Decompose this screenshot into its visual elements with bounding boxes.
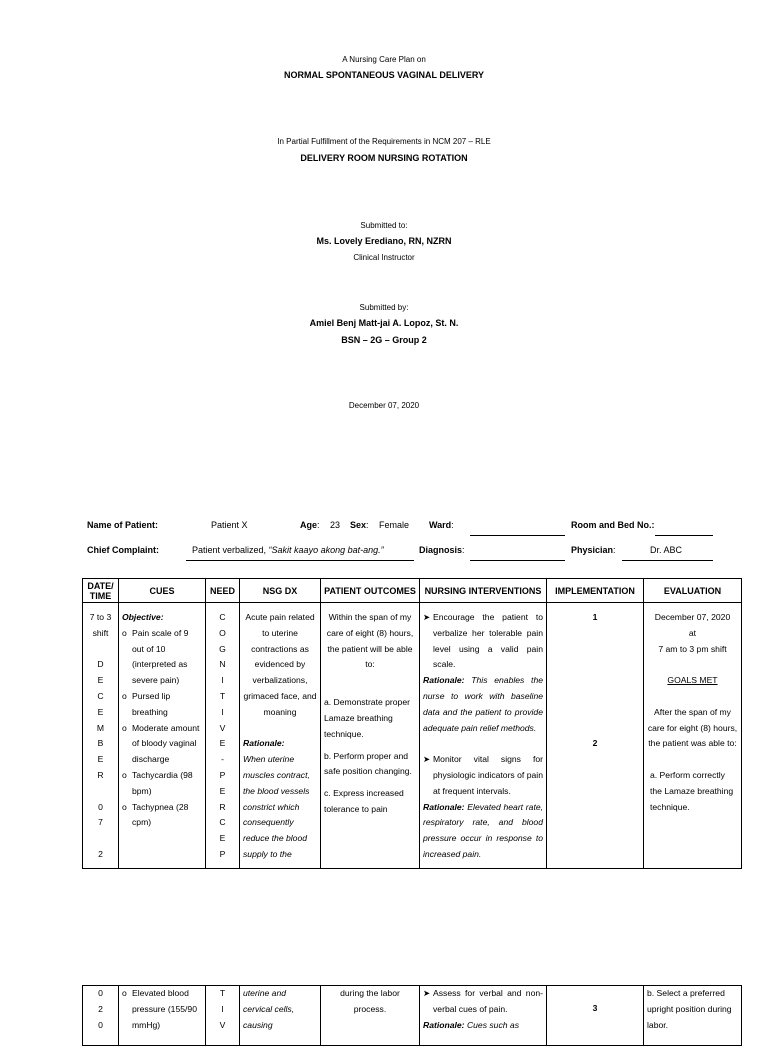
need-cell	[206, 986, 240, 1046]
need-letter: V	[219, 1019, 226, 1030]
implementation-cell	[547, 603, 644, 869]
date-letter: 0	[98, 1019, 103, 1030]
instructor-name: Ms. Lovely Erediano, RN, NZRN	[316, 236, 452, 246]
chief-complaint-value: Patient verbalized, “Sakit kaayo akong bat-ang.”	[192, 545, 384, 555]
evaluation-date: December 07, 2020	[654, 612, 731, 622]
nursing-diagnosis: Acute pain related to uterine contractions as evidenced by verbalizations, grimaced face, and moaning	[243, 612, 317, 717]
chief-complaint-label: Chief Complaint:	[87, 545, 159, 555]
age-value: 23	[330, 520, 341, 530]
date-letter: E	[97, 706, 104, 717]
student-section: BSN – 2G – Group 2	[341, 335, 427, 345]
physician-underline	[622, 560, 713, 561]
need-letter: C	[219, 612, 226, 622]
evaluation-item: a. Perform correctly the Lamaze breathing technique.	[650, 769, 734, 812]
evaluation-cell: b. Select a preferred upright position during labor.	[644, 986, 742, 1046]
submission-date: December 07, 2020	[348, 401, 420, 410]
table-header-row	[83, 579, 742, 603]
ward-field: Ward:	[429, 520, 454, 530]
patient-name-value: Patient X	[211, 520, 248, 530]
list-item: o Moderate amount of bloody vaginal discharge	[122, 722, 200, 765]
need-letter: V	[219, 722, 226, 733]
implementation-number: 3	[592, 1003, 598, 1013]
date-letter: 2	[98, 1003, 103, 1014]
need-letter: P	[219, 769, 226, 780]
header-evaluation: EVALUATION	[644, 579, 742, 603]
intervention-rationale: Rationale: This enables the nurse to work with baseline data and the patient to provide adequate pain relief methods.	[423, 675, 544, 733]
list-item: o Pursed lip breathing	[122, 690, 171, 717]
date-letter: D	[97, 659, 104, 670]
physician-field: Physician:	[571, 545, 616, 555]
goals-status: GOALS MET	[667, 675, 718, 686]
header-cues: CUES	[119, 579, 206, 603]
date-time-cell	[83, 986, 119, 1046]
cues-cell	[119, 986, 206, 1046]
ward-underline	[470, 535, 565, 536]
header-patient-outcomes: PATIENT OUTCOMES	[321, 579, 420, 603]
rotation-title: DELIVERY ROOM NURSING ROTATION	[300, 153, 468, 163]
need-letter: -	[221, 754, 224, 765]
list-item: o Elevated blood pressure (155/90 mmHg)	[122, 988, 197, 1030]
intervention-rationale: Rationale: Cues such as	[423, 1019, 520, 1030]
date-letter: B	[97, 738, 104, 749]
need-letter: N	[219, 659, 226, 670]
shift-label: shift	[92, 627, 109, 638]
intervention-rationale: Rationale: Elevated heart rate, respiratory rate, and blood pressure occur in response to increased pain.	[423, 801, 543, 859]
interventions-cell	[420, 986, 547, 1046]
header-nursing-interventions: NURSING INTERVENTIONS	[420, 579, 547, 603]
evaluation-cell	[644, 603, 742, 869]
need-cell	[206, 603, 240, 869]
room-bed-label: Room and Bed No.:	[571, 520, 655, 530]
title-intro: A Nursing Care Plan on	[342, 55, 426, 64]
age-field: Age:	[300, 520, 320, 530]
submitted-by-label: Submitted by:	[359, 303, 409, 312]
implementation-number: 2	[592, 737, 598, 748]
instructor-title: Clinical Instructor	[353, 253, 415, 262]
sex-value: Female	[379, 520, 410, 530]
sex-field: Sex:	[350, 520, 369, 530]
shift-range: 7 to 3	[89, 612, 112, 622]
date-letter: 0	[98, 988, 103, 998]
dx-rationale-label: Rationale:	[243, 738, 285, 749]
intervention-item: ➤ Assess for verbal and non-verbal cues of pain.	[423, 988, 543, 1014]
physician-value: Dr. ABC	[650, 545, 683, 555]
outcomes-cell: during the labor process.	[321, 986, 420, 1046]
list-item: o Tachypnea (28 cpm)	[122, 801, 189, 828]
evaluation-intro: After the span of my care for eight (8) hours, the patient was able to:	[647, 706, 738, 749]
student-name: Amiel Benj Matt-jai A. Lopoz, St. N.	[309, 318, 459, 328]
submitted-to-label: Submitted to:	[360, 221, 408, 230]
diagnosis-field: Diagnosis:	[419, 545, 465, 555]
intervention-item: ➤ Monitor vital signs for physiologic indicators of pain at frequent intervals.	[423, 754, 543, 796]
need-letter: C	[219, 817, 226, 828]
nsg-dx-cell: uterine and cervical cells, causing	[240, 986, 321, 1046]
implementation-cell	[547, 986, 644, 1046]
intervention-item: ➤ Encourage the patient to verbalize her tolerable pain level using a valid pain scale.	[423, 612, 543, 670]
list-item: o Tachycardia (98 bpm)	[122, 769, 193, 796]
table-row	[83, 986, 742, 1046]
date-letter: 7	[98, 817, 103, 828]
dx-rationale: When uterine muscles contract, the blood vessels constrict which consequently reduce the blood supply to the	[243, 754, 310, 859]
need-letter: O	[219, 627, 226, 638]
need-letter: I	[221, 1003, 224, 1014]
date-letter: E	[97, 754, 104, 765]
need-letter: I	[221, 675, 224, 686]
patient-name-label: Name of Patient:	[87, 520, 159, 530]
implementation-number: 1	[592, 612, 598, 622]
need-letter: R	[219, 801, 226, 812]
fulfillment-line: In Partial Fulfillment of the Requirements in NCM 207 – RLE	[277, 137, 491, 146]
document-title: NORMAL SPONTANEOUS VAGINAL DELIVERY	[283, 70, 485, 80]
need-letter: T	[219, 690, 226, 701]
complaint-underline	[186, 560, 414, 561]
outcome-item: a. Demonstrate proper Lamaze breathing technique.	[324, 697, 410, 739]
nsg-dx-cell	[240, 603, 321, 869]
room-bed-underline	[655, 535, 713, 536]
date-letter: 2	[98, 848, 103, 859]
date-letter: M	[96, 722, 105, 733]
header-need: NEED	[206, 579, 240, 603]
header-nsg-dx: NSG DX	[240, 579, 321, 603]
list-item: o Pain scale of 9 out of 10 (interpreted as severe pain)	[122, 627, 189, 686]
date-letter: 0	[98, 801, 103, 812]
date-letter: E	[97, 675, 104, 686]
interventions-cell	[420, 603, 547, 869]
need-letter: P	[219, 848, 226, 859]
cues-cell	[119, 603, 206, 869]
cues-heading: Objective:	[122, 612, 164, 622]
date-letter: C	[97, 690, 104, 701]
need-letter: G	[219, 643, 226, 654]
need-letter: I	[221, 706, 224, 717]
evaluation-at: at	[688, 627, 697, 638]
care-plan-table	[82, 578, 742, 869]
need-letter: E	[219, 738, 226, 749]
outcomes-cell	[321, 603, 420, 869]
care-plan-table-continued	[82, 985, 742, 1046]
diagnosis-underline	[470, 560, 565, 561]
outcome-item: b. Perform proper and safe position changing.	[324, 750, 412, 777]
date-letter: R	[97, 769, 104, 780]
header-implementation: IMPLEMENTATION	[547, 579, 644, 603]
outcome-intro: Within the span of my care of eight (8) hours, the patient will be able to:	[326, 612, 414, 670]
table-row	[83, 603, 742, 869]
date-time-cell	[83, 603, 119, 869]
header-date-time: DATE/ TIME	[83, 579, 119, 603]
evaluation-time: 7 am to 3 pm shift	[658, 643, 727, 654]
need-letter: E	[219, 785, 226, 796]
outcome-item: c. Express increased tolerance to pain	[324, 788, 404, 814]
need-letter: T	[219, 988, 226, 998]
need-letter: E	[219, 833, 226, 844]
